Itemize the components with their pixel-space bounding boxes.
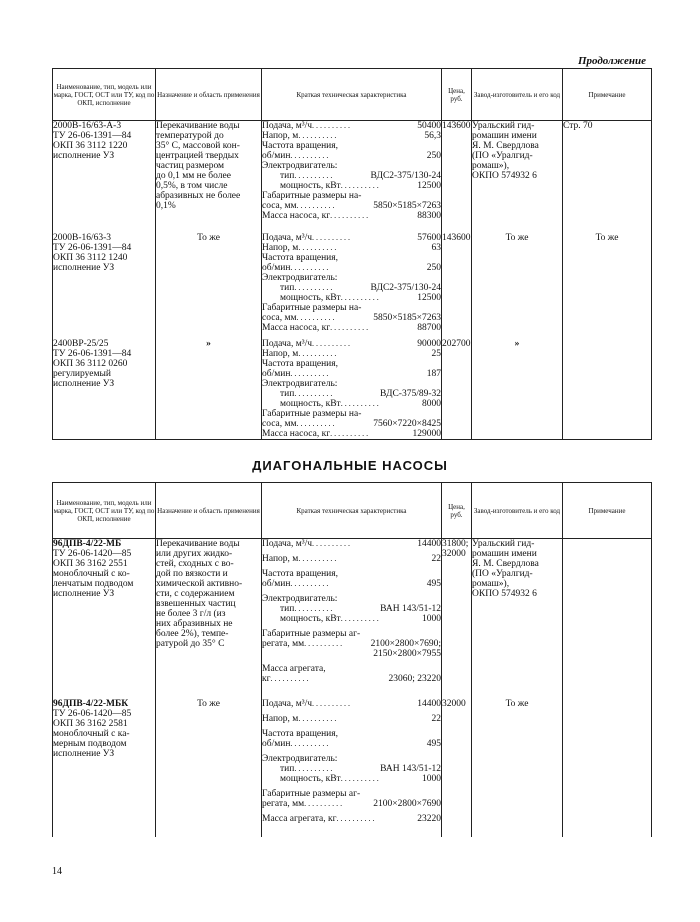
pump-okp: ОКП 36 3112 0260	[53, 358, 128, 369]
tech-spec-cell: Подача, м³/ч .......... 50400 Напор, м .......... 56,3 Частота вращения, об/мин .......... 250 Электродвигатель: тип .......... ВДС2-375/130-24 мощность, кВт .......... 12500 Габаритные размеры на- соса, мм .......... 5850×5185×7263 Масса насоса, кг .......... 88300	[262, 121, 442, 233]
tech-spec-cell: Подача, м³/ч .......... 14400 Напор, м .......... 22 Частота вращения, об/мин .......... 495 Электродвигатель: тип .......... ВАН 143/51-12 мощность, кВт .......... 1000 Габаритные размеры аг- регата, мм .......... 2100×2800×7690; 2150×2800×7955 Масса агрегата, кг .......... 23060; 23220	[262, 539, 442, 699]
price-cell: 143600	[442, 121, 472, 233]
pump-okp: ОКП 36 3112 1240	[53, 252, 128, 263]
header-plant: Завод-изготовитель и его код	[472, 69, 563, 121]
purpose-cell: Перекачивание воды или других жидко- стей, сходных с во- дой по вязкости и химической активно- сти, с содержанием взвешенных частиц не более 3 г/л (из них абразивных не более 2%), темпе- ратурой до 35° С	[156, 539, 262, 699]
pump-regulation: регулируемый	[53, 368, 111, 379]
plant-cell: Уральский гид- ромашин имени Я. М. Свердлова (ПО «Уралгид- ромаш»), ОКПО 574932 6	[472, 121, 563, 233]
pump-inlet: мерным подводом	[53, 738, 127, 749]
pump-model: 2400ВР-25/25	[53, 338, 109, 349]
pumps-table-2	[52, 482, 652, 837]
pump-name-cell	[53, 699, 156, 837]
pumps-table-1	[52, 68, 652, 440]
header-note: Примечание	[563, 483, 652, 539]
price-cell: 32000	[442, 699, 472, 837]
pump-okp: ОКП 36 3162 2551	[53, 559, 128, 569]
pump-inlet: ленчатым подводом	[53, 579, 134, 589]
table-row	[53, 699, 652, 837]
plant-cell: »	[472, 339, 563, 440]
header-name: Наименование, тип, модель или марка, ГОСТ, ОСТ или ТУ, код по ОКП, исполнение	[53, 483, 156, 539]
pump-okp: ОКП 36 3162 2581	[53, 718, 128, 729]
header-name: Наименование, тип, модель или марка, ГОСТ, ОСТ или ТУ, код по ОКП, исполнение	[53, 69, 156, 121]
header-note: Примечание	[563, 69, 652, 121]
pump-name-cell	[53, 233, 156, 339]
plant-cell: То же	[472, 233, 563, 339]
header-tech: Краткая техническая характеристика	[262, 69, 442, 121]
tech-spec-cell: Подача, м³/ч .......... 90000 Напор, м .......... 25 Частота вращения, об/мин .......... 187 Электродвигатель: тип .......... ВДС-375/89-32 мощность, кВт .......... 8000 Габаритные размеры на- соса, мм .......... 7560×7220×8425 Масса насоса, кг .......... 129000	[262, 338, 441, 439]
price-cell: 143600	[442, 233, 472, 339]
table-row	[53, 339, 652, 440]
price-cell: 31800; 32000	[442, 539, 472, 699]
tech-spec-cell: Подача, м³/ч .......... 57600 Напор, м .......... 63 Частота вращения, об/мин .......... 250 Электродвигатель: тип .......... ВДС2-375/130-24 мощность, кВт .......... 12500 Габаритные размеры на- соса, мм .......... 5850×5185×7263 Масса насоса, кг .......... 88700	[262, 233, 442, 339]
pump-tu: ТУ 26-06-1391—84	[53, 348, 132, 359]
purpose-cell: То же	[156, 233, 262, 339]
pump-version: исполнение УЗ	[53, 748, 115, 759]
note-cell: Стр. 70	[563, 121, 652, 233]
pump-name-cell	[53, 339, 156, 440]
pump-okp: ОКП 36 3112 1220	[53, 141, 128, 151]
note-cell: То же	[563, 233, 652, 339]
tech-spec-cell: Подача, м³/ч .......... 14400 Напор, м .......... 22 Частота вращения, об/мин .......... 495 Электродвигатель: тип .......... ВАН 143/51-12 мощность, кВт .......... 1000 Габаритные размеры аг- регата, мм .......... 2100×2800×7690 Масса агрегата, кг .......... 23220	[262, 699, 442, 837]
pump-version: исполнение УЗ	[53, 262, 115, 273]
pump-model: 2000В-16/63-А-3	[53, 121, 122, 131]
note-cell	[563, 699, 652, 837]
plant-cell: То же	[472, 699, 563, 837]
note-cell	[563, 339, 652, 440]
header-price: Цена, руб.	[442, 69, 472, 121]
purpose-cell: »	[156, 339, 262, 440]
pump-name-cell	[53, 121, 156, 233]
pump-tu: ТУ 26-06-1391—84	[53, 242, 132, 253]
pump-version: исполнение УЗ	[53, 589, 115, 599]
pump-model: 96ДПВ-4/22-МБ	[53, 539, 122, 549]
pump-model: 96ДПВ-4/22-МБК	[53, 698, 129, 709]
pump-model: 2000В-16/63-3	[53, 232, 112, 243]
pump-tu: ТУ 26-06-1420—85	[53, 708, 132, 719]
purpose-cell: То же	[156, 699, 262, 837]
pump-tu: ТУ 26-06-1391—84	[53, 131, 132, 141]
pump-type: моноблочный с ка-	[53, 728, 130, 739]
header-price: Цена, руб.	[442, 483, 472, 539]
table-header-row	[53, 69, 652, 121]
pump-version: исполнение УЗ	[53, 378, 115, 389]
header-plant: Завод-изготовитель и его код	[472, 483, 563, 539]
pump-tu: ТУ 26-06-1420—85	[53, 549, 132, 559]
header-tech: Краткая техническая характеристика	[262, 483, 442, 539]
table-row	[53, 121, 652, 233]
pump-version: исполнение УЗ	[53, 151, 115, 161]
header-purpose: Назначение и область применения	[156, 483, 262, 539]
table-row	[53, 539, 652, 699]
continuation-label: Продолжение	[577, 55, 646, 67]
price-cell: 202700	[442, 339, 472, 440]
plant-cell: Уральский гид- ромашин имени Я. М. Свердлова (ПО «Уралгид- ромаш»), ОКПО 574932 6	[472, 539, 563, 699]
pump-name-cell	[53, 539, 156, 699]
pump-type: моноблочный с ко-	[53, 569, 130, 579]
page-number: 14	[52, 866, 62, 877]
purpose-cell: Перекачивание воды температурой до 35° С, массовой кон- центрацией твердых частиц размером до 0,1 мм не более 0,5%, в том числе абразивных не более 0,1%	[156, 121, 262, 233]
table-row	[53, 233, 652, 339]
header-purpose: Назначение и область применения	[156, 69, 262, 121]
note-cell	[563, 539, 652, 699]
table-header-row	[53, 483, 652, 539]
section-title: ДИАГОНАЛЬНЫЕ НАСОСЫ	[252, 458, 448, 473]
